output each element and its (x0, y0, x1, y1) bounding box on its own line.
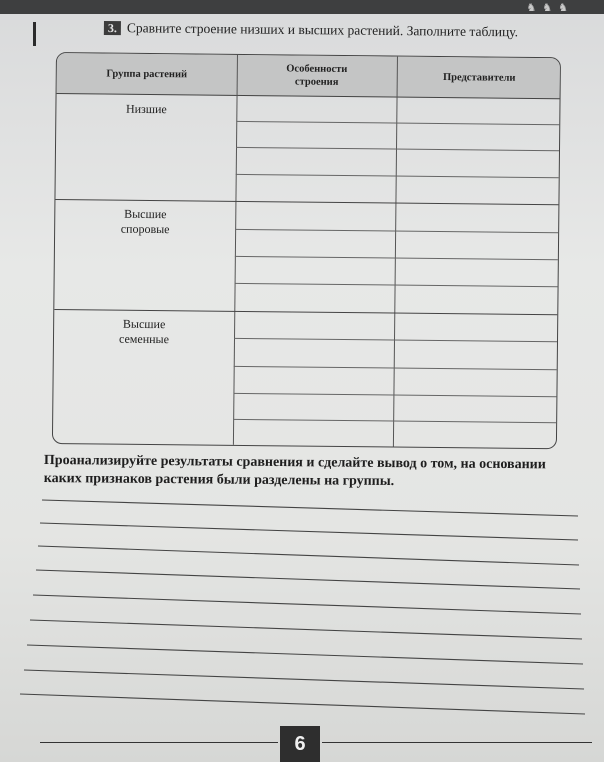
answer-line (38, 546, 579, 565)
answer-line (24, 670, 584, 689)
footer-rule-right (322, 742, 592, 743)
page-number: 6 (280, 726, 320, 762)
header-plant-group: Группа растений (106, 68, 188, 80)
header-structure-features: Особенности строения (286, 63, 348, 88)
answer-line (27, 645, 583, 664)
header-representatives: Представители (442, 71, 516, 84)
analysis-question: Проанализируйте результаты сравнения и сделайте вывод о том, на основании каких признаков растения были разделены на группы. (43, 452, 546, 490)
answer-line (30, 620, 582, 639)
task-instruction: Сравните строение низших и высших растений. Заполните таблицу. (126, 20, 519, 40)
answer-line (33, 595, 581, 614)
group-label-higher-seed: Высшие семенные (118, 316, 170, 347)
answer-line (42, 500, 578, 516)
answer-line (36, 570, 580, 589)
answer-line (20, 694, 585, 714)
task-number-badge: 3. (104, 21, 121, 35)
animal-silhouettes-decoration: ♞♞♞ (526, 2, 574, 14)
answer-line (40, 523, 578, 540)
group-label-higher-spore: Высшие споровые (120, 206, 170, 237)
group-label-lower: Низшие (125, 101, 167, 117)
footer-rule-left (40, 742, 278, 743)
